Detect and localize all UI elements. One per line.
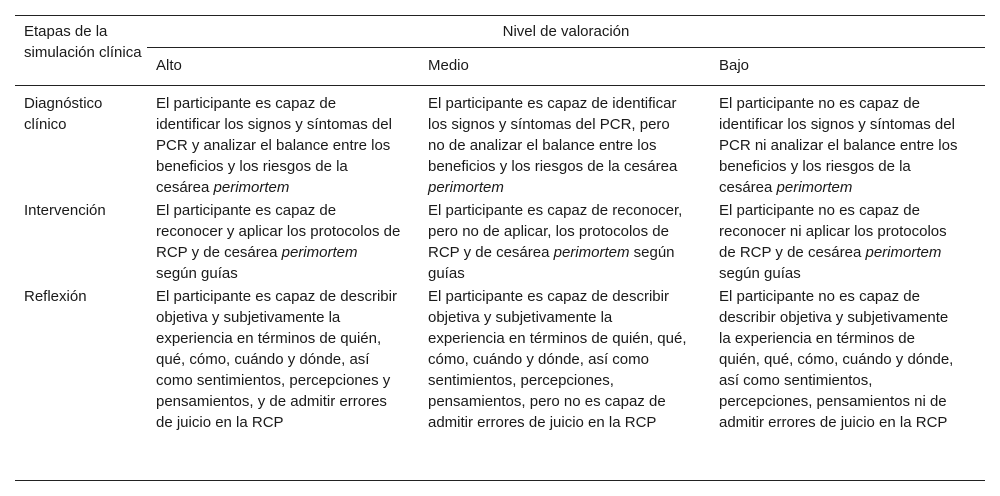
cell-diagnostico-bajo: El participante no es capaz de identificar los signos y síntomas del PCR ni analizar el balance entre los beneficios y los riesgos de la cesárea perimortem: [719, 95, 958, 196]
cell-diagnostico-alto: El participante es capaz de identificar los signos y síntomas del PCR y analizar el balance entre los beneficios y los riesgos de la cesárea perimortem: [156, 95, 392, 196]
header-group-title: Nivel de valoración: [502, 23, 630, 40]
header-bottom-rule: [15, 85, 985, 86]
table-bottom-rule: [15, 480, 985, 481]
row-stage-intervencion: Intervención: [24, 202, 106, 219]
table-top-rule: [15, 15, 985, 16]
header-stage-col: Etapas de la simulación clínica: [24, 23, 142, 61]
header-level-medio: Medio: [428, 57, 469, 74]
cell-reflexion-alto: El participante es capaz de describir objetiva y subjetivamente la experiencia en términos de quién, qué, cómo, cuándo y dónde, así como sentimientos, percepciones y pensamientos, y de admitir errores de juicio en la RCP: [156, 288, 397, 431]
header-level-bajo: Bajo: [719, 57, 750, 74]
row-stage-reflexion: Reflexión: [24, 288, 87, 305]
cell-intervencion-bajo: El participante no es capaz de reconocer ni aplicar los protocolos de RCP y de cesárea perimortem según guías: [719, 202, 947, 282]
cell-reflexion-bajo: El participante no es capaz de describir objetiva y subjetivamente la experiencia en términos de quién, qué, cómo, cuándo y dónde, así como sentimientos, percepciones, pensamientos ni de admitir errores de juicio en la RCP: [719, 288, 954, 431]
cell-reflexion-medio: El participante es capaz de describir objetiva y subjetivamente la experiencia en términos de quién, qué, cómo, cuándo y dónde, así como sentimientos, percepciones, pensamientos, pero no es capaz de admitir errores de juicio en la RCP: [428, 288, 687, 431]
cell-intervencion-alto: El participante es capaz de reconocer y aplicar los protocolos de RCP y de cesárea perimortem según guías: [156, 202, 401, 282]
cell-intervencion-medio: El participante es capaz de reconocer, pero no de aplicar, los protocolos de RCP y de cesárea perimortem según guías: [428, 202, 683, 282]
header-group-rule: [147, 47, 985, 48]
header-level-alto: Alto: [156, 57, 182, 74]
row-stage-diagnostico: Diagnóstico clínico: [24, 95, 103, 133]
cell-diagnostico-medio: El participante es capaz de identificar los signos y síntomas del PCR, pero no de analizar el balance entre los beneficios y los riesgos de la cesárea perimortem: [428, 95, 678, 196]
